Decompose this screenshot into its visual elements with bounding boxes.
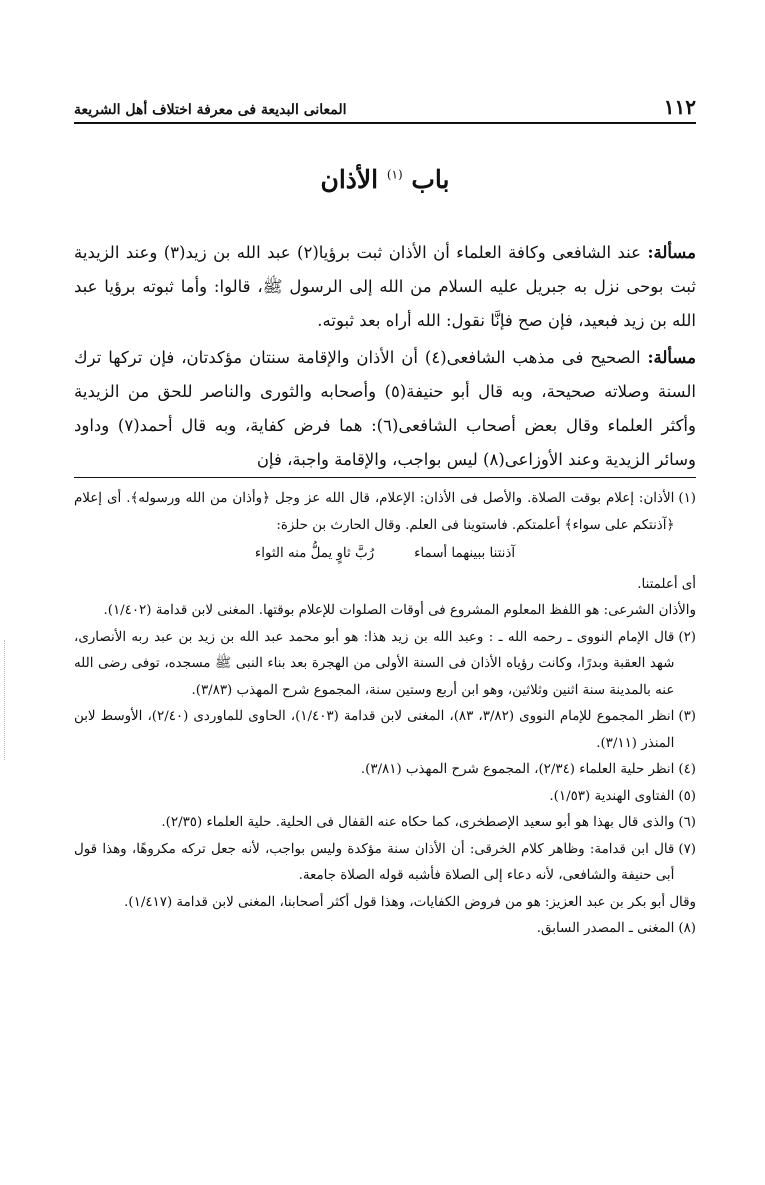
footnote-text: قال الإمام النووى ـ رحمه الله ـ : وعبد الله بن زيد هذا: هو أبو محمد عبد الله بن زيد بن عبد ربه الأنصارى، شهد العقبة وبدرًا، وكانت رؤياه الأذان فى السنة الأولى من الهجرة بعد بناء النبى ﷺ مسجده، توفى رضى الله عنه بالمدينة سنة اثنين وثلاثين، وهو ابن أربع وستين سنة، المجموع شرح المهذب (٣/٨٣). [74, 629, 675, 698]
footnote-1-definition: والأذان الشرعى: هو اللفظ المعلوم المشروع فى أوقات الصلوات للإعلام بوقتها. المغنى لابن قدامة (١/٤٠٢). [103, 603, 696, 618]
footnote-7 [74, 837, 696, 890]
footnote-text: انظر حلية العلماء (٢/٣٤)، المجموع شرح المهذب (٣/٨١). [360, 762, 675, 777]
footnote-number: (١) [678, 491, 696, 506]
footnote-text: قال ابن قدامة: وظاهر كلام الخرقى: أن الأذان سنة مؤكدة وليس بواجب، لأنه جعل تركه مكروهًا، وهذا قول أبى حنيفة والشافعى، لأنه دعاء إلى الصلاة فأشبه قوله الصلاة جامعة. [74, 841, 675, 883]
verse-first-hemistich: آذنتنا ببينهما أسماء [414, 546, 516, 561]
footnote-1 [74, 486, 696, 539]
footnote-text: انظر المجموع للإمام النووى (٣/٨٢، ٨٣)، المغنى لابن قدامة (١/٤٠٣)، الحاوى للماوردى (٢/٤٠)، الأوسط لابن المنذر (٣/١١). [74, 709, 675, 751]
chapter-title-main: الأذان [320, 165, 379, 194]
footnote-3 [74, 704, 696, 757]
footnote-text: المغنى ـ المصدر السابق. [536, 921, 675, 936]
footnote-number: (٥) [678, 788, 696, 804]
issue-term: مسألة: [647, 348, 696, 367]
paragraph-1-text: عند الشافعى وكافة العلماء أن الأذان ثبت برؤيا(٢) عبد الله بن زيد(٣) وعند الزيدية ثبت بوحى نزل به جبريل عليه السلام من الله إلى الرسول ﷺ، قالوا: وأما ثبوته برؤيا عبد الله بن زيد فبعيد، فإن صح فإنَّا نقول: الله أراه بعد ثبوته. [74, 243, 696, 330]
main-text [74, 236, 696, 480]
footnote-text: الأذان: إعلام بوقت الصلاة. والأصل فى الأذان: الإعلام، قال الله عز وجل ﴿وأذان من الله ورسوله﴾. أى إعلام ﴿آذنتكم على سواء﴾ أعلمتكم. فاستوينا فى العلم. وقال الحارث بن حلزة: [74, 491, 675, 533]
footnote-number: (٦) [678, 815, 696, 830]
paragraph-2-text: الصحيح فى مذهب الشافعى(٤) أن الأذان والإقامة سنتان مؤكدتان، فإن تركها ترك السنة وصلاته صحيحة، وبه قال أبو حنيفة(٥) وأصحابه والثورى والناصر للحق من الزيدية وأكثر العلماء وقال بعض أصحاب الشافعى(٦): هما فرض كفاية، وبه قال أحمد(٧) وداود وسائر الزيدية وعند الأوزاعى(٨) ليس بواجب، والإقامة واجبة، فإن [74, 348, 696, 469]
page-number: ١١٢ [663, 95, 696, 119]
footnote-7-continuation: وقال أبو بكر بن عبد العزيز: هو من فروض الكفايات، وهذا قول أكثر أصحابنا، المغنى لابن قدامة (١/٤١٧). [124, 894, 696, 910]
footnote-number: (٧) [678, 841, 696, 857]
footnotes [74, 486, 696, 943]
scan-margin-mark [4, 640, 11, 760]
footnote-8 [74, 916, 696, 943]
footnote-number: (٣) [678, 709, 696, 724]
page-header [74, 88, 696, 124]
paragraph-2 [74, 341, 696, 477]
footnote-number: (٤) [678, 762, 696, 777]
verse-second-hemistich: رُبَّ ثاوٍ يملُّ منه الثواء [254, 546, 375, 561]
footnote-divider [74, 477, 696, 478]
footnote-5 [74, 784, 696, 811]
footnote-4 [74, 757, 696, 784]
footnote-2 [74, 625, 696, 705]
footnote-1-continuation: أى أعلمتنا. [637, 576, 696, 592]
paragraph-1 [74, 236, 696, 338]
footnote-6 [74, 810, 696, 837]
footnote-text: الفتاوى الهندية (١/٥٣). [549, 788, 675, 804]
running-title: المعانى البديعة فى معرفة اختلاف أهل الشريعة [74, 102, 347, 118]
chapter-title-note: (١) [386, 167, 403, 182]
footnote-text: والذى قال بهذا هو أبو سعيد الإصطخرى، كما حكاه عنه القفال فى الحلية. حلية العلماء (٢/٣٥). [161, 815, 675, 830]
footnote-number: (٢) [678, 629, 696, 645]
issue-term: مسألة: [647, 243, 696, 262]
chapter-title [74, 165, 696, 194]
footnote-number: (٨) [678, 921, 696, 936]
chapter-title-prefix: باب [411, 165, 450, 194]
poetry-verse [74, 539, 696, 572]
